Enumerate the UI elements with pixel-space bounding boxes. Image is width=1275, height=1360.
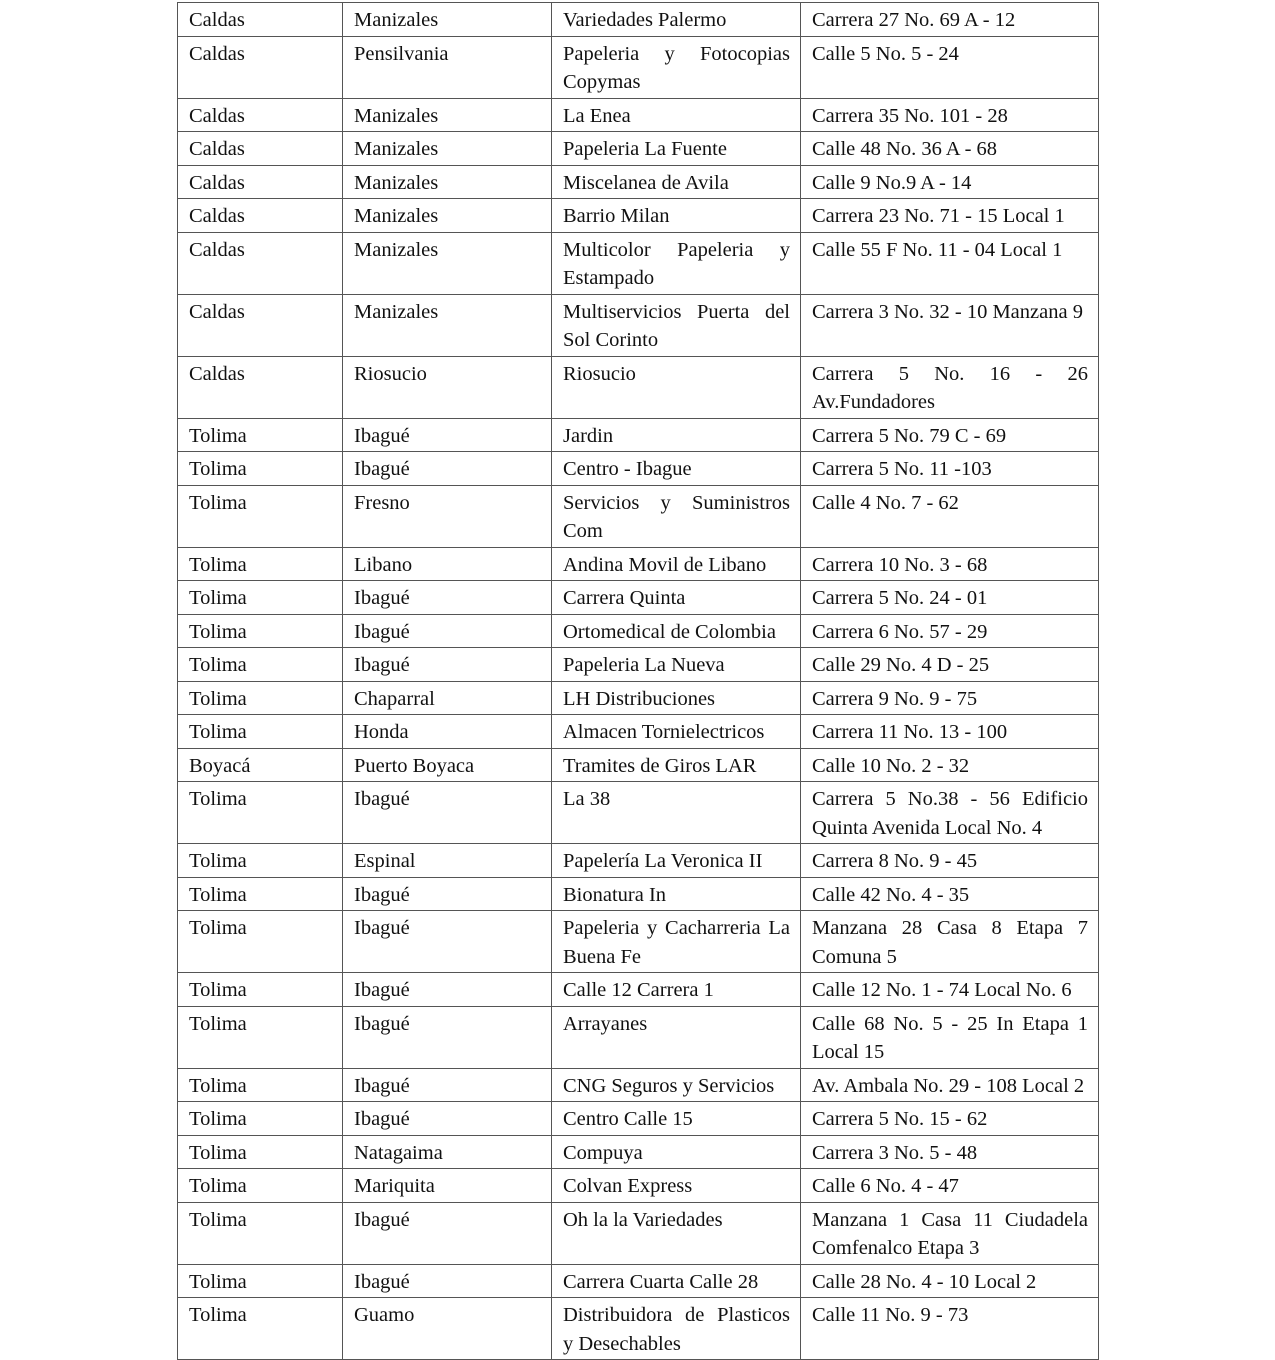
- address-cell: Carrera 5 No. 24 - 01: [801, 581, 1099, 615]
- department-cell: Tolima: [178, 547, 343, 581]
- table-row: [178, 1264, 1099, 1298]
- table-row: [178, 1298, 1099, 1360]
- city-cell: Natagaima: [343, 1135, 552, 1169]
- address-cell: Carrera 23 No. 71 - 15 Local 1: [801, 199, 1099, 233]
- point-name-cell: Bionatura In: [552, 877, 801, 911]
- department-cell: Caldas: [178, 356, 343, 418]
- point-name-cell: Variedades Palermo: [552, 3, 801, 37]
- address-cell: Carrera 27 No. 69 A - 12: [801, 3, 1099, 37]
- department-cell: Caldas: [178, 294, 343, 356]
- point-name-cell: Almacen Tornielectricos: [552, 715, 801, 749]
- table-row: [178, 1135, 1099, 1169]
- city-cell: Riosucio: [343, 356, 552, 418]
- city-cell: Ibagué: [343, 1006, 552, 1068]
- address-cell: Calle 4 No. 7 - 62: [801, 485, 1099, 547]
- table-row: [178, 748, 1099, 782]
- locations-table: [177, 2, 1099, 1360]
- department-cell: Tolima: [178, 418, 343, 452]
- table-row: [178, 911, 1099, 973]
- address-cell: Carrera 5 No.38 - 56 Edificio Quinta Avenida Local No. 4: [801, 782, 1099, 844]
- point-name-cell: La Enea: [552, 98, 801, 132]
- point-name-cell: Multicolor Papeleria y Estampado: [552, 232, 801, 294]
- point-name-cell: Compuya: [552, 1135, 801, 1169]
- table-row: [178, 165, 1099, 199]
- table-row: [178, 1169, 1099, 1203]
- city-cell: Mariquita: [343, 1169, 552, 1203]
- address-cell: Calle 12 No. 1 - 74 Local No. 6: [801, 973, 1099, 1007]
- city-cell: Espinal: [343, 844, 552, 878]
- department-cell: Caldas: [178, 36, 343, 98]
- department-cell: Tolima: [178, 1068, 343, 1102]
- table-row: [178, 1202, 1099, 1264]
- department-cell: Tolima: [178, 1298, 343, 1360]
- department-cell: Tolima: [178, 648, 343, 682]
- city-cell: Puerto Boyaca: [343, 748, 552, 782]
- city-cell: Manizales: [343, 3, 552, 37]
- address-cell: Carrera 5 No. 11 -103: [801, 452, 1099, 486]
- city-cell: Ibagué: [343, 782, 552, 844]
- department-cell: Caldas: [178, 98, 343, 132]
- address-cell: Av. Ambala No. 29 - 108 Local 2: [801, 1068, 1099, 1102]
- address-cell: Calle 48 No. 36 A - 68: [801, 132, 1099, 166]
- table-row: [178, 232, 1099, 294]
- table-row: [178, 356, 1099, 418]
- department-cell: Tolima: [178, 581, 343, 615]
- table-row: [178, 782, 1099, 844]
- table-row: [178, 973, 1099, 1007]
- address-cell: Carrera 3 No. 5 - 48: [801, 1135, 1099, 1169]
- city-cell: Manizales: [343, 98, 552, 132]
- city-cell: Pensilvania: [343, 36, 552, 98]
- table-row: [178, 36, 1099, 98]
- city-cell: Ibagué: [343, 452, 552, 486]
- address-cell: Manzana 28 Casa 8 Etapa 7 Comuna 5: [801, 911, 1099, 973]
- city-cell: Manizales: [343, 165, 552, 199]
- address-cell: Carrera 10 No. 3 - 68: [801, 547, 1099, 581]
- city-cell: Ibagué: [343, 1102, 552, 1136]
- table-row: [178, 877, 1099, 911]
- department-cell: Caldas: [178, 3, 343, 37]
- address-cell: Calle 55 F No. 11 - 04 Local 1: [801, 232, 1099, 294]
- department-cell: Tolima: [178, 1264, 343, 1298]
- point-name-cell: Ortomedical de Colombia: [552, 614, 801, 648]
- point-name-cell: Papelería La Veronica II: [552, 844, 801, 878]
- department-cell: Tolima: [178, 877, 343, 911]
- city-cell: Ibagué: [343, 911, 552, 973]
- table-row: [178, 1068, 1099, 1102]
- address-cell: Calle 28 No. 4 - 10 Local 2: [801, 1264, 1099, 1298]
- table-row: [178, 294, 1099, 356]
- department-cell: Tolima: [178, 782, 343, 844]
- point-name-cell: Papeleria y Cacharreria La Buena Fe: [552, 911, 801, 973]
- address-cell: Carrera 3 No. 32 - 10 Manzana 9: [801, 294, 1099, 356]
- table-row: [178, 98, 1099, 132]
- point-name-cell: Calle 12 Carrera 1: [552, 973, 801, 1007]
- city-cell: Ibagué: [343, 1202, 552, 1264]
- city-cell: Libano: [343, 547, 552, 581]
- table-row: [178, 581, 1099, 615]
- point-name-cell: Tramites de Giros LAR: [552, 748, 801, 782]
- address-cell: Calle 6 No. 4 - 47: [801, 1169, 1099, 1203]
- point-name-cell: Servicios y Suministros Com: [552, 485, 801, 547]
- city-cell: Manizales: [343, 132, 552, 166]
- department-cell: Caldas: [178, 132, 343, 166]
- table-row: [178, 715, 1099, 749]
- table-row: [178, 199, 1099, 233]
- point-name-cell: Andina Movil de Libano: [552, 547, 801, 581]
- point-name-cell: La 38: [552, 782, 801, 844]
- department-cell: Tolima: [178, 1169, 343, 1203]
- point-name-cell: Multiservicios Puerta del Sol Corinto: [552, 294, 801, 356]
- city-cell: Ibagué: [343, 614, 552, 648]
- city-cell: Manizales: [343, 232, 552, 294]
- department-cell: Caldas: [178, 199, 343, 233]
- address-cell: Manzana 1 Casa 11 Ciudadela Comfenalco Etapa 3: [801, 1202, 1099, 1264]
- city-cell: Ibagué: [343, 973, 552, 1007]
- table-row: [178, 1006, 1099, 1068]
- address-cell: Calle 9 No.9 A - 14: [801, 165, 1099, 199]
- point-name-cell: Centro - Ibague: [552, 452, 801, 486]
- address-cell: Calle 5 No. 5 - 24: [801, 36, 1099, 98]
- city-cell: Honda: [343, 715, 552, 749]
- point-name-cell: Papeleria La Fuente: [552, 132, 801, 166]
- city-cell: Chaparral: [343, 681, 552, 715]
- address-cell: Calle 10 No. 2 - 32: [801, 748, 1099, 782]
- address-cell: Calle 11 No. 9 - 73: [801, 1298, 1099, 1360]
- point-name-cell: Carrera Cuarta Calle 28: [552, 1264, 801, 1298]
- city-cell: Ibagué: [343, 877, 552, 911]
- table-row: [178, 1102, 1099, 1136]
- point-name-cell: Centro Calle 15: [552, 1102, 801, 1136]
- department-cell: Tolima: [178, 485, 343, 547]
- table-row: [178, 485, 1099, 547]
- table-row: [178, 452, 1099, 486]
- point-name-cell: Riosucio: [552, 356, 801, 418]
- department-cell: Caldas: [178, 165, 343, 199]
- table-row: [178, 418, 1099, 452]
- point-name-cell: Carrera Quinta: [552, 581, 801, 615]
- city-cell: Ibagué: [343, 581, 552, 615]
- table-row: [178, 614, 1099, 648]
- department-cell: Tolima: [178, 614, 343, 648]
- department-cell: Tolima: [178, 681, 343, 715]
- table-row: [178, 3, 1099, 37]
- point-name-cell: Distribuidora de Plasticos y Desechables: [552, 1298, 801, 1360]
- department-cell: Tolima: [178, 1006, 343, 1068]
- address-cell: Calle 42 No. 4 - 35: [801, 877, 1099, 911]
- address-cell: Carrera 9 No. 9 - 75: [801, 681, 1099, 715]
- address-cell: Carrera 5 No. 16 - 26 Av.Fundadores: [801, 356, 1099, 418]
- table-body: [178, 3, 1099, 1360]
- point-name-cell: Oh la la Variedades: [552, 1202, 801, 1264]
- department-cell: Caldas: [178, 232, 343, 294]
- point-name-cell: Colvan Express: [552, 1169, 801, 1203]
- address-cell: Carrera 5 No. 15 - 62: [801, 1102, 1099, 1136]
- city-cell: Ibagué: [343, 1264, 552, 1298]
- city-cell: Manizales: [343, 199, 552, 233]
- department-cell: Tolima: [178, 715, 343, 749]
- address-cell: Carrera 6 No. 57 - 29: [801, 614, 1099, 648]
- point-name-cell: Papeleria y Fotocopias Copymas: [552, 36, 801, 98]
- department-cell: Boyacá: [178, 748, 343, 782]
- city-cell: Fresno: [343, 485, 552, 547]
- table-row: [178, 648, 1099, 682]
- city-cell: Ibagué: [343, 648, 552, 682]
- address-cell: Carrera 35 No. 101 - 28: [801, 98, 1099, 132]
- point-name-cell: Barrio Milan: [552, 199, 801, 233]
- department-cell: Tolima: [178, 844, 343, 878]
- department-cell: Tolima: [178, 452, 343, 486]
- table-row: [178, 844, 1099, 878]
- table-row: [178, 132, 1099, 166]
- department-cell: Tolima: [178, 973, 343, 1007]
- point-name-cell: LH Distribuciones: [552, 681, 801, 715]
- city-cell: Ibagué: [343, 1068, 552, 1102]
- department-cell: Tolima: [178, 1102, 343, 1136]
- address-cell: Carrera 11 No. 13 - 100: [801, 715, 1099, 749]
- point-name-cell: Arrayanes: [552, 1006, 801, 1068]
- address-cell: Calle 29 No. 4 D - 25: [801, 648, 1099, 682]
- address-cell: Calle 68 No. 5 - 25 In Etapa 1 Local 15: [801, 1006, 1099, 1068]
- point-name-cell: Miscelanea de Avila: [552, 165, 801, 199]
- city-cell: Manizales: [343, 294, 552, 356]
- city-cell: Guamo: [343, 1298, 552, 1360]
- point-name-cell: Papeleria La Nueva: [552, 648, 801, 682]
- address-cell: Carrera 5 No. 79 C - 69: [801, 418, 1099, 452]
- table-row: [178, 681, 1099, 715]
- department-cell: Tolima: [178, 1202, 343, 1264]
- point-name-cell: CNG Seguros y Servicios: [552, 1068, 801, 1102]
- address-cell: Carrera 8 No. 9 - 45: [801, 844, 1099, 878]
- table-row: [178, 547, 1099, 581]
- city-cell: Ibagué: [343, 418, 552, 452]
- department-cell: Tolima: [178, 1135, 343, 1169]
- department-cell: Tolima: [178, 911, 343, 973]
- point-name-cell: Jardin: [552, 418, 801, 452]
